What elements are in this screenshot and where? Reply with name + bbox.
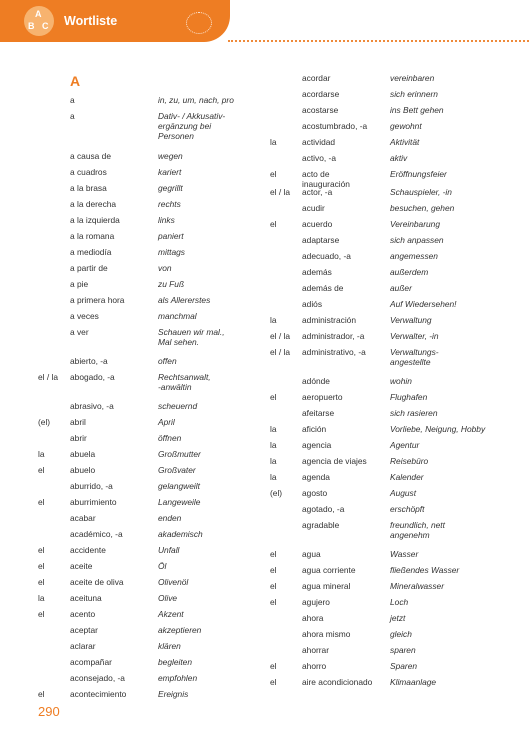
entry-german: Großvater <box>158 465 196 475</box>
entry-german: Sparen <box>390 661 418 671</box>
vocab-entry <box>38 529 268 539</box>
entry-german: Loch <box>390 597 409 607</box>
entry-spanish: acostarse <box>302 105 339 115</box>
entry-spanish: a <box>70 111 75 121</box>
entry-german: klären <box>158 641 181 651</box>
vocab-entry <box>270 565 520 575</box>
entry-german: Auf Wiedersehen! <box>390 299 457 309</box>
entry-article: el <box>270 565 277 575</box>
entry-spanish: agradable <box>302 520 340 530</box>
vocab-entry <box>38 279 268 289</box>
entry-article: el / la <box>270 347 291 357</box>
entry-article: el <box>270 581 277 591</box>
entry-article: el / la <box>270 187 291 197</box>
entry-article: la <box>270 440 277 450</box>
vocab-entry <box>270 89 520 99</box>
entry-spanish: acuerdo <box>302 219 333 229</box>
entry-spanish: accidente <box>70 545 106 555</box>
entry-german: Flughafen <box>390 392 428 402</box>
entry-german: Agentur <box>390 440 420 450</box>
vocab-entry <box>270 408 520 418</box>
vocab-entry <box>38 311 268 321</box>
vocab-entry <box>38 641 268 651</box>
entry-spanish: afeitarse <box>302 408 335 418</box>
entry-spanish: agua mineral <box>302 581 351 591</box>
entry-article: la <box>270 472 277 482</box>
entry-german: Vereinbarung <box>390 219 440 229</box>
entry-german: Reisebüro <box>390 456 429 466</box>
entry-spanish: acostumbrado, -a <box>302 121 368 131</box>
entry-german: gleich <box>390 629 412 639</box>
entry-german: Ereignis <box>158 689 189 699</box>
vocab-entry <box>38 327 268 347</box>
vocab-entry <box>270 597 520 607</box>
entry-spanish: adaptarse <box>302 235 340 245</box>
entry-german: Langeweile <box>158 497 201 507</box>
vocab-entry <box>270 187 520 197</box>
entry-german: sparen <box>390 645 416 655</box>
entry-german: Wasser <box>390 549 419 559</box>
entry-spanish: a primera hora <box>70 295 125 305</box>
entry-spanish: acento <box>70 609 96 619</box>
vocab-entry <box>38 481 268 491</box>
vocab-entry <box>38 513 268 523</box>
entry-article: (el) <box>38 417 51 427</box>
entry-article: el <box>38 465 45 475</box>
vocab-entry <box>38 433 268 443</box>
entry-spanish: acto de inauguración <box>302 169 350 189</box>
entry-spanish: agencia <box>302 440 332 450</box>
entry-spanish: a pie <box>70 279 89 289</box>
entry-german: Vorliebe, Neigung, Hobby <box>390 424 486 434</box>
entry-german: sich erinnern <box>390 89 438 99</box>
entry-spanish: aceite de oliva <box>70 577 124 587</box>
entry-article: la <box>270 456 277 466</box>
vocab-entry <box>270 392 520 402</box>
entry-spanish: administrativo, -a <box>302 347 366 357</box>
entry-german: freundlich, nett angenehm <box>390 520 445 540</box>
entry-spanish: abril <box>70 417 86 427</box>
entry-spanish: a mediodía <box>70 247 112 257</box>
entry-spanish: aburrido, -a <box>70 481 113 491</box>
entry-spanish: aceite <box>70 561 93 571</box>
entry-spanish: afición <box>302 424 327 434</box>
entry-german: angemessen <box>390 251 438 261</box>
entry-spanish: agujero <box>302 597 330 607</box>
vocab-entry <box>270 629 520 639</box>
vocab-entry <box>38 295 268 305</box>
vocab-entry <box>270 677 520 687</box>
vocab-entry <box>270 472 520 482</box>
entry-article: el <box>270 169 277 179</box>
entry-german: links <box>158 215 175 225</box>
entry-article: el <box>270 677 277 687</box>
entry-spanish: aclarar <box>70 641 96 651</box>
entry-spanish: agenda <box>302 472 330 482</box>
entry-german: paniert <box>158 231 184 241</box>
entry-spanish: adiós <box>302 299 323 309</box>
entry-article: el <box>270 597 277 607</box>
abc-logo-icon: A B C <box>24 6 54 36</box>
entry-spanish: abrir <box>70 433 87 443</box>
entry-spanish: ahora mismo <box>302 629 351 639</box>
entry-spanish: ahora <box>302 613 324 623</box>
entry-german: Unfall <box>158 545 180 555</box>
vocab-entry <box>38 263 268 273</box>
vocab-entry <box>270 235 520 245</box>
entry-german: sich anpassen <box>390 235 444 245</box>
entry-german: erschöpft <box>390 504 425 514</box>
entry-spanish: acabar <box>70 513 96 523</box>
entry-spanish: acordarse <box>302 89 340 99</box>
entry-spanish: agua corriente <box>302 565 356 575</box>
entry-german: besuchen, gehen <box>390 203 455 213</box>
vocab-entry <box>38 215 268 225</box>
vocab-entry <box>270 105 520 115</box>
entry-german: fließendes Wasser <box>390 565 460 575</box>
entry-german: jetzt <box>390 613 406 623</box>
entry-german: aktiv <box>390 153 408 163</box>
entry-german: außerdem <box>390 267 429 277</box>
vocab-entry <box>38 111 268 141</box>
entry-spanish: aburrimiento <box>70 497 117 507</box>
entry-article: el <box>38 497 45 507</box>
vocab-entry <box>270 456 520 466</box>
entry-german: Rechtsanwalt, -anwältin <box>158 372 211 392</box>
entry-german: Öl <box>158 561 167 571</box>
vocab-entry <box>38 561 268 571</box>
entry-german: rechts <box>158 199 181 209</box>
vocab-entry <box>270 137 520 147</box>
entry-article: la <box>270 315 277 325</box>
vocab-entry <box>270 347 520 367</box>
entry-spanish: abrasivo, -a <box>70 401 114 411</box>
entry-spanish: aire acondicionado <box>302 677 373 687</box>
vocab-entry <box>270 581 520 591</box>
entry-german: gewohnt <box>390 121 422 131</box>
vocab-entry <box>270 520 520 540</box>
entry-spanish: ahorro <box>302 661 327 671</box>
entry-spanish: a la derecha <box>70 199 117 209</box>
entry-spanish: acontecimiento <box>70 689 127 699</box>
entry-spanish: a causa de <box>70 151 111 161</box>
entry-article: la <box>38 593 45 603</box>
entry-article: la <box>38 449 45 459</box>
entry-spanish: adecuado, -a <box>302 251 351 261</box>
vocab-entry <box>38 673 268 683</box>
entry-spanish: abierto, -a <box>70 356 108 366</box>
entry-german: Eröffnungsfeier <box>390 169 447 179</box>
page-number: 290 <box>38 704 60 719</box>
vocab-entry <box>38 183 268 193</box>
entry-spanish: adónde <box>302 376 330 386</box>
entry-article: la <box>270 137 277 147</box>
entry-german: Aktivität <box>390 137 420 147</box>
vocab-entry <box>270 73 520 83</box>
vocab-entry <box>38 247 268 257</box>
vocab-entry <box>270 504 520 514</box>
header-dotted-divider <box>228 40 529 42</box>
vocab-entry <box>270 661 520 671</box>
vocab-entry <box>38 577 268 587</box>
entry-german: Akzent <box>158 609 184 619</box>
vocab-entry <box>270 424 520 434</box>
entry-spanish: a la brasa <box>70 183 107 193</box>
entry-german: als Allererstes <box>158 295 211 305</box>
vocab-entry <box>270 283 520 293</box>
vocab-entry <box>270 440 520 450</box>
entry-article: el <box>270 549 277 559</box>
entry-german: außer <box>390 283 412 293</box>
entry-spanish: abogado, -a <box>70 372 115 382</box>
word-list-left-column <box>38 73 268 705</box>
vocab-entry <box>38 657 268 667</box>
entry-german: offen <box>158 356 177 366</box>
right-entry-list <box>270 73 520 687</box>
entry-german: enden <box>158 513 182 523</box>
entry-german: scheuernd <box>158 401 198 411</box>
entry-german: Verwaltungs- angestellte <box>390 347 439 367</box>
entry-german: Verwaltung <box>390 315 432 325</box>
stars-circle-icon <box>186 12 212 34</box>
entry-article: el <box>38 577 45 587</box>
vocab-entry <box>38 199 268 209</box>
entry-german: sich rasieren <box>390 408 438 418</box>
vocab-entry <box>38 449 268 459</box>
vocab-entry <box>38 401 268 411</box>
header-banner <box>0 0 230 42</box>
entry-spanish: ahorrar <box>302 645 329 655</box>
entry-spanish: a partir de <box>70 263 108 273</box>
page-title: Wortliste <box>64 14 118 28</box>
entry-spanish: actividad <box>302 137 336 147</box>
entry-article: el <box>270 219 277 229</box>
entry-german: Schauen wir mal., Mal sehen. <box>158 327 225 347</box>
entry-german: Kalender <box>390 472 424 482</box>
vocab-entry <box>38 689 268 699</box>
entry-spanish: aeropuerto <box>302 392 343 402</box>
entry-german: vereinbaren <box>390 73 435 83</box>
vocab-entry <box>270 331 520 341</box>
entry-german: zu Fuß <box>158 279 185 289</box>
entry-german: akademisch <box>158 529 203 539</box>
entry-spanish: acordar <box>302 73 331 83</box>
vocab-entry <box>38 151 268 161</box>
entry-spanish: académico, -a <box>70 529 123 539</box>
entry-spanish: aconsejado, -a <box>70 673 125 683</box>
vocab-entry <box>270 267 520 277</box>
entry-spanish: abuela <box>70 449 96 459</box>
entry-german: Dativ- / Akkusativ- ergänzung bei Personen <box>158 111 226 141</box>
entry-article: el <box>38 689 45 699</box>
entry-article: la <box>270 424 277 434</box>
entry-spanish: activo, -a <box>302 153 336 163</box>
entry-german: von <box>158 263 172 273</box>
vocab-entry <box>270 613 520 623</box>
entry-spanish: acompañar <box>70 657 112 667</box>
entry-spanish: acudir <box>302 203 325 213</box>
vocab-entry <box>38 593 268 603</box>
entry-german: mittags <box>158 247 185 257</box>
vocab-entry <box>270 376 520 386</box>
left-entry-list <box>38 95 268 699</box>
word-list-right-column <box>270 73 520 693</box>
entry-spanish: además de <box>302 283 344 293</box>
vocab-entry <box>38 497 268 507</box>
entry-spanish: administrador, -a <box>302 331 365 341</box>
entry-spanish: a cuadros <box>70 167 107 177</box>
entry-spanish: agotado, -a <box>302 504 345 514</box>
vocab-entry <box>38 95 268 105</box>
entry-german: April <box>158 417 175 427</box>
entry-article: el <box>38 561 45 571</box>
vocab-entry <box>270 169 520 189</box>
entry-german: in, zu, um, nach, pro <box>158 95 234 105</box>
entry-german: Schauspieler, -in <box>390 187 452 197</box>
vocab-entry <box>270 219 520 229</box>
entry-german: wegen <box>158 151 183 161</box>
entry-spanish: agosto <box>302 488 328 498</box>
vocab-entry <box>38 625 268 635</box>
entry-german: gelangweilt <box>158 481 200 491</box>
entry-article: el <box>270 392 277 402</box>
entry-spanish: abuelo <box>70 465 96 475</box>
vocab-entry <box>270 299 520 309</box>
entry-spanish: administración <box>302 315 356 325</box>
entry-german: wohin <box>390 376 412 386</box>
vocab-entry <box>270 549 520 559</box>
entry-article: el <box>38 545 45 555</box>
vocab-entry <box>270 203 520 213</box>
section-letter: A <box>70 73 81 89</box>
entry-article: (el) <box>270 488 283 498</box>
entry-german: gegrillt <box>158 183 183 193</box>
entry-article: el <box>270 661 277 671</box>
vocab-entry <box>270 251 520 261</box>
vocab-entry <box>270 645 520 655</box>
vocab-entry <box>270 488 520 498</box>
vocab-entry <box>38 167 268 177</box>
entry-spanish: además <box>302 267 332 277</box>
entry-german: empfohlen <box>158 673 198 683</box>
vocab-entry <box>270 121 520 131</box>
vocab-entry <box>38 465 268 475</box>
entry-article: el <box>38 609 45 619</box>
entry-article: el / la <box>270 331 291 341</box>
entry-spanish: a la izquierda <box>70 215 120 225</box>
vocab-entry <box>38 356 268 366</box>
entry-spanish: aceptar <box>70 625 98 635</box>
entry-german: öffnen <box>158 433 182 443</box>
entry-german: manchmal <box>158 311 197 321</box>
entry-spanish: aceituna <box>70 593 102 603</box>
entry-german: ins Bett gehen <box>390 105 444 115</box>
vocab-entry <box>270 153 520 163</box>
vocab-entry <box>270 315 520 325</box>
entry-german: Großmutter <box>158 449 201 459</box>
entry-german: August <box>390 488 417 498</box>
entry-article: el / la <box>38 372 59 382</box>
vocab-entry <box>38 372 268 392</box>
entry-spanish: a <box>70 95 75 105</box>
entry-spanish: agencia de viajes <box>302 456 367 466</box>
entry-german: begleiten <box>158 657 192 667</box>
entry-german: kariert <box>158 167 182 177</box>
entry-german: Klimaanlage <box>390 677 437 687</box>
vocab-entry <box>38 231 268 241</box>
vocab-entry <box>38 417 268 427</box>
entry-spanish: a la romana <box>70 231 115 241</box>
vocab-entry <box>38 609 268 619</box>
entry-german: Olivenöl <box>158 577 189 587</box>
entry-german: Olive <box>158 593 178 603</box>
entry-spanish: a veces <box>70 311 99 321</box>
entry-spanish: agua <box>302 549 321 559</box>
entry-german: Verwalter, -in <box>390 331 439 341</box>
entry-german: akzeptieren <box>158 625 202 635</box>
entry-spanish: actor, -a <box>302 187 333 197</box>
entry-spanish: a ver <box>70 327 89 337</box>
entry-german: Mineralwasser <box>390 581 444 591</box>
vocab-entry <box>38 545 268 555</box>
